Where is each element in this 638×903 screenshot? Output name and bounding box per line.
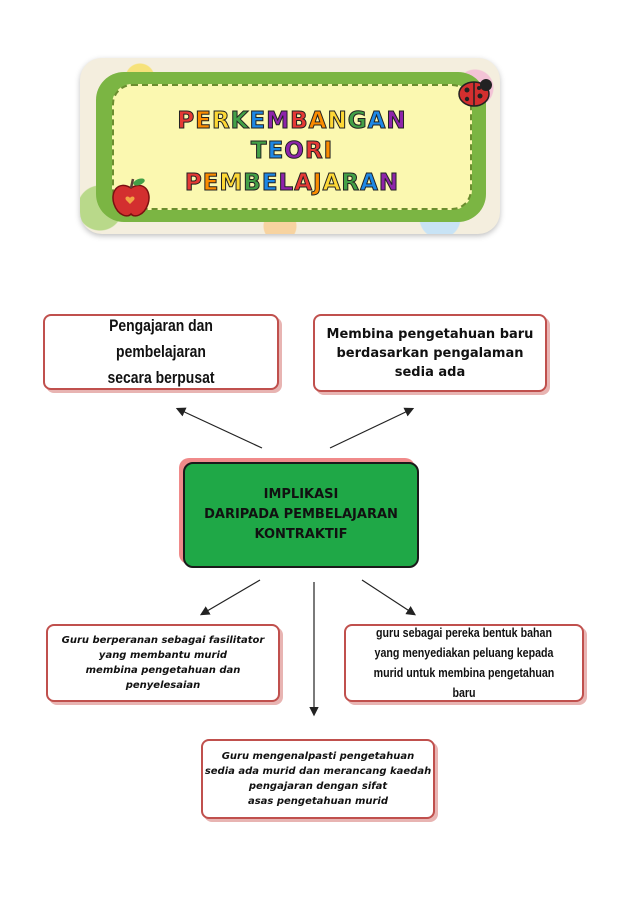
- title-letter: J: [313, 170, 323, 196]
- title-letter: R: [211, 108, 231, 134]
- title-letter: E: [261, 170, 279, 196]
- title-letter: A: [294, 170, 314, 196]
- center-box: IMPLIKASI DARIPADA PEMBELAJARAN KONTRAKTIF: [183, 462, 419, 568]
- arrow-to-top-left: [178, 409, 262, 448]
- title-letter: O: [284, 138, 305, 164]
- title-letter: E: [267, 138, 285, 164]
- top-left-box: [43, 314, 279, 390]
- title-letter: P: [177, 108, 196, 134]
- title-letter: R: [304, 138, 324, 164]
- mid-right-text: guru sebagai pereka bentuk bahan yang menyediakan peluang kepada murid untuk membina pengetahuan baru: [373, 625, 555, 700]
- mid-right-box: [344, 624, 584, 702]
- top-left-text: Pengajaran dan pembelajaran secara berpusat: [107, 316, 215, 387]
- title-letter: B: [243, 170, 262, 196]
- bottom-box: [201, 739, 435, 819]
- title-letter: E: [202, 170, 220, 196]
- title-letter: K: [230, 108, 250, 134]
- title-letter: E: [249, 108, 267, 134]
- top-right-box: [313, 314, 547, 392]
- arrow-to-top-right: [330, 409, 412, 448]
- title-letter: N: [378, 170, 400, 196]
- title-letter: L: [278, 170, 295, 196]
- title-letter: N: [386, 108, 407, 134]
- title-letter: P: [184, 170, 203, 196]
- title-letter: B: [290, 108, 309, 134]
- bottom-text: Guru mengenalpasti pengetahuan sedia ada murid dan merancang kaedah pengajaran dengan sifat asas pengetahuan murid: [204, 751, 432, 807]
- title-letter: E: [195, 108, 212, 134]
- title-letter: A: [308, 108, 328, 134]
- title-letter: G: [347, 108, 368, 134]
- title-letter: A: [360, 170, 379, 196]
- top-right-text: Membina pengetahuan baru berdasarkan pengalaman sedia ada: [326, 326, 534, 380]
- arrow-to-mid-left: [202, 580, 260, 614]
- title-letter: N: [327, 108, 348, 134]
- title-letter: T: [250, 138, 268, 164]
- title-letter: A: [322, 170, 342, 196]
- title-letter: M: [219, 170, 244, 196]
- title-letter: I: [323, 138, 334, 164]
- title-letter: M: [266, 108, 291, 134]
- title-letter: R: [341, 170, 361, 196]
- mid-left-text: Guru berperanan sebagai fasilitator yang membantu murid membina pengetahuan dan penyelesaian: [61, 635, 265, 691]
- title-letter: A: [367, 108, 387, 134]
- mid-left-box: [46, 624, 280, 702]
- arrow-to-mid-right: [362, 580, 414, 614]
